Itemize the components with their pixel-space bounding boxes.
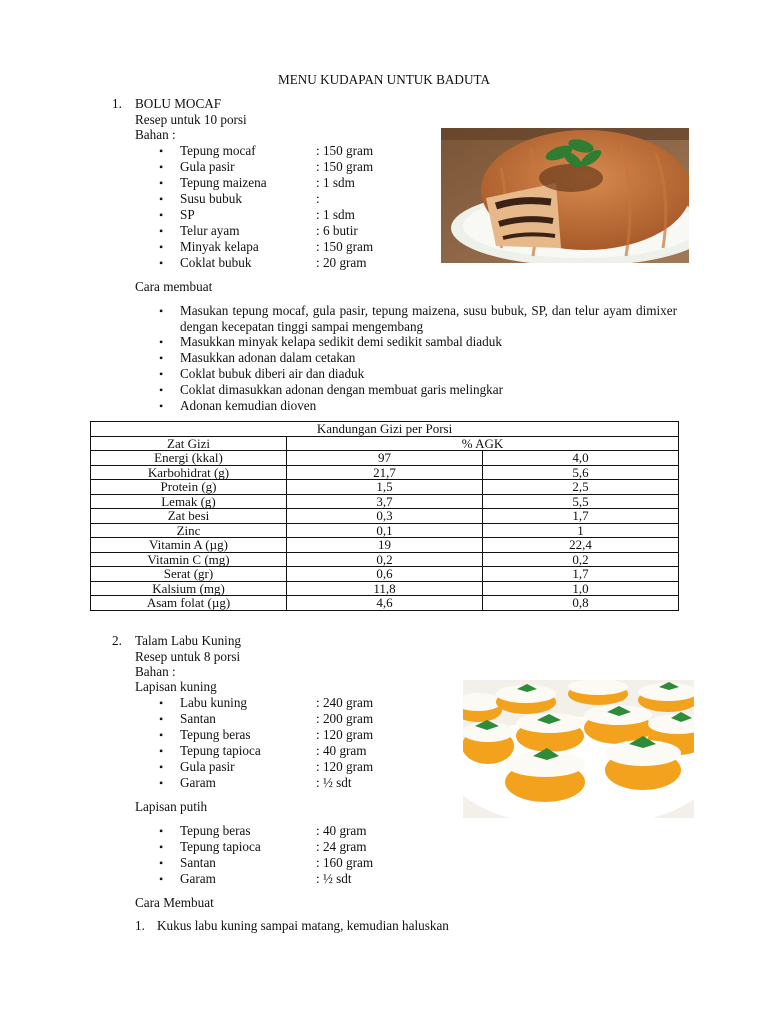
nutrient-value: 0,1: [287, 523, 483, 538]
method-step: • Coklat dimasukkan adonan dengan membuat garis melingkar: [180, 382, 503, 398]
ingredient-name: • Garam: [180, 871, 216, 887]
ingredient-amount: : 6 butir: [316, 223, 358, 238]
ingredient-name: • Tepung mocaf: [180, 143, 256, 159]
method-step: • Coklat bubuk diberi air dan diaduk: [180, 366, 364, 382]
table-caption: Kandungan Gizi per Porsi: [91, 422, 679, 437]
table-row: [91, 567, 679, 582]
table-row: [91, 523, 679, 538]
recipe-title: Talam Labu Kuning: [135, 633, 242, 648]
ingredients-label: Bahan :: [135, 664, 176, 679]
ingredient-amount: : ½ sdt: [316, 871, 352, 886]
ingredient-name: • Tepung beras: [180, 823, 250, 839]
ingredient-amount: : 240 gram: [316, 695, 374, 710]
nutrition-table: [90, 421, 679, 611]
ingredient-name: • Tepung beras: [180, 727, 250, 743]
ingredient-name: • Coklat bubuk: [180, 255, 251, 271]
ingredient-amount: : 20 gram: [316, 255, 367, 270]
nutrient-value: 1,5: [287, 480, 483, 495]
recipe-title: BOLU MOCAF: [135, 96, 222, 111]
method-label: Cara Membuat: [135, 895, 214, 910]
table-row: [91, 480, 679, 495]
ingredient-name: • Minyak kelapa: [180, 239, 259, 255]
nutrient-value: 19: [287, 538, 483, 553]
ingredient-amount: : 24 gram: [316, 839, 367, 854]
nutrient-name: Lemak (g): [91, 494, 287, 509]
nutrient-agk: 5,6: [483, 465, 679, 480]
table-row: [91, 581, 679, 596]
ingredient-name: • Santan: [180, 711, 216, 727]
ingredient-amount: : 120 gram: [316, 727, 374, 742]
nutrient-agk: 5,5: [483, 494, 679, 509]
ingredient-amount: : 120 gram: [316, 759, 374, 774]
ingredient-amount: : 150 gram: [316, 159, 374, 174]
table-row: [91, 451, 679, 466]
table-row: [91, 552, 679, 567]
nutrient-value: 0,3: [287, 509, 483, 524]
table-caption-row: [91, 422, 679, 437]
nutrient-name: Zat besi: [91, 509, 287, 524]
table-row: [91, 494, 679, 509]
nutrient-agk: 1: [483, 523, 679, 538]
method-label: Cara membuat: [135, 279, 213, 294]
layer-label: Lapisan putih: [135, 799, 208, 814]
nutrient-value: 11,8: [287, 581, 483, 596]
document-title: MENU KUDAPAN UNTUK BADUTA: [277, 72, 491, 87]
nutrient-agk: 22,4: [483, 538, 679, 553]
ingredient-amount: : 150 gram: [316, 239, 374, 254]
ingredient-name: • Labu kuning: [180, 695, 247, 711]
nutrient-agk: 4,0: [483, 451, 679, 466]
step-number: 1.: [135, 918, 145, 933]
table-row: [91, 596, 679, 611]
nutrient-value: 4,6: [287, 596, 483, 611]
method-step: • Masukkan minyak kelapa sedikit demi sedikit sambal diaduk: [180, 334, 502, 350]
ingredient-amount: : 1 sdm: [316, 207, 355, 222]
ingredient-amount: :: [316, 191, 320, 206]
table-row: [91, 509, 679, 524]
nutrient-value: 3,7: [287, 494, 483, 509]
ingredient-name: • Gula pasir: [180, 159, 235, 175]
nutrient-name: Vitamin C (mg): [91, 552, 287, 567]
nutrient-value: 21,7: [287, 465, 483, 480]
nutrient-name: Protein (g): [91, 480, 287, 495]
nutrient-agk: 1,7: [483, 509, 679, 524]
method-step: • Masukkan adonan dalam cetakan: [180, 350, 355, 366]
ingredient-name: • Telur ayam: [180, 223, 240, 239]
recipe-portion: Resep untuk 8 porsi: [135, 649, 241, 664]
nutrient-agk: 0,2: [483, 552, 679, 567]
nutrient-value: 0,2: [287, 552, 483, 567]
nutrient-name: Energi (kkal): [91, 451, 287, 466]
ingredient-amount: : 160 gram: [316, 855, 374, 870]
nutrient-agk: 0,8: [483, 596, 679, 611]
ingredient-amount: : 150 gram: [316, 143, 374, 158]
table-header-agk: % AGK: [287, 436, 679, 451]
ingredient-amount: : 40 gram: [316, 823, 367, 838]
nutrient-name: Vitamin A (µg): [91, 538, 287, 553]
nutrient-name: Karbohidrat (g): [91, 465, 287, 480]
table-row: [91, 538, 679, 553]
method-step: • Masukan tepung mocaf, gula pasir, tepung maizena, susu bubuk, SP, dan telur ayam dimixer dengan kecepatan tinggi sampai mengembang: [180, 303, 677, 335]
ingredients-label: Bahan :: [135, 127, 176, 142]
talam-labu-kuning-photo: [463, 680, 694, 818]
method-step: Kukus labu kuning sampai matang, kemudian haluskan: [157, 918, 449, 933]
nutrient-agk: 2,5: [483, 480, 679, 495]
nutrient-agk: 1,7: [483, 567, 679, 582]
nutrient-name: Asam folat (µg): [91, 596, 287, 611]
ingredient-name: • Tepung tapioca: [180, 743, 261, 759]
table-row: [91, 465, 679, 480]
nutrient-name: Kalsium (mg): [91, 581, 287, 596]
ingredient-amount: : 1 sdm: [316, 175, 355, 190]
recipe-number: 2.: [112, 633, 122, 648]
nutrient-name: Serat (gr): [91, 567, 287, 582]
layer-label: Lapisan kuning: [135, 679, 217, 694]
ingredient-name: • Gula pasir: [180, 759, 235, 775]
table-header-nutrient: Zat Gizi: [91, 436, 287, 451]
ingredient-name: • Tepung tapioca: [180, 839, 261, 855]
ingredient-name: • Garam: [180, 775, 216, 791]
method-step: • Adonan kemudian dioven: [180, 398, 316, 414]
ingredient-name: • Susu bubuk: [180, 191, 242, 207]
nutrient-agk: 1,0: [483, 581, 679, 596]
recipe-portion: Resep untuk 10 porsi: [135, 112, 247, 127]
recipe-number: 1.: [112, 96, 122, 111]
bolu-mocaf-photo: [441, 128, 689, 263]
ingredient-amount: : ½ sdt: [316, 775, 352, 790]
nutrient-name: Zinc: [91, 523, 287, 538]
ingredient-amount: : 200 gram: [316, 711, 374, 726]
ingredient-name: • Tepung maizena: [180, 175, 267, 191]
nutrient-value: 0,6: [287, 567, 483, 582]
ingredient-amount: : 40 gram: [316, 743, 367, 758]
nutrient-value: 97: [287, 451, 483, 466]
table-header-row: [91, 436, 679, 451]
ingredient-name: • Santan: [180, 855, 216, 871]
ingredient-name: • SP: [180, 207, 195, 223]
